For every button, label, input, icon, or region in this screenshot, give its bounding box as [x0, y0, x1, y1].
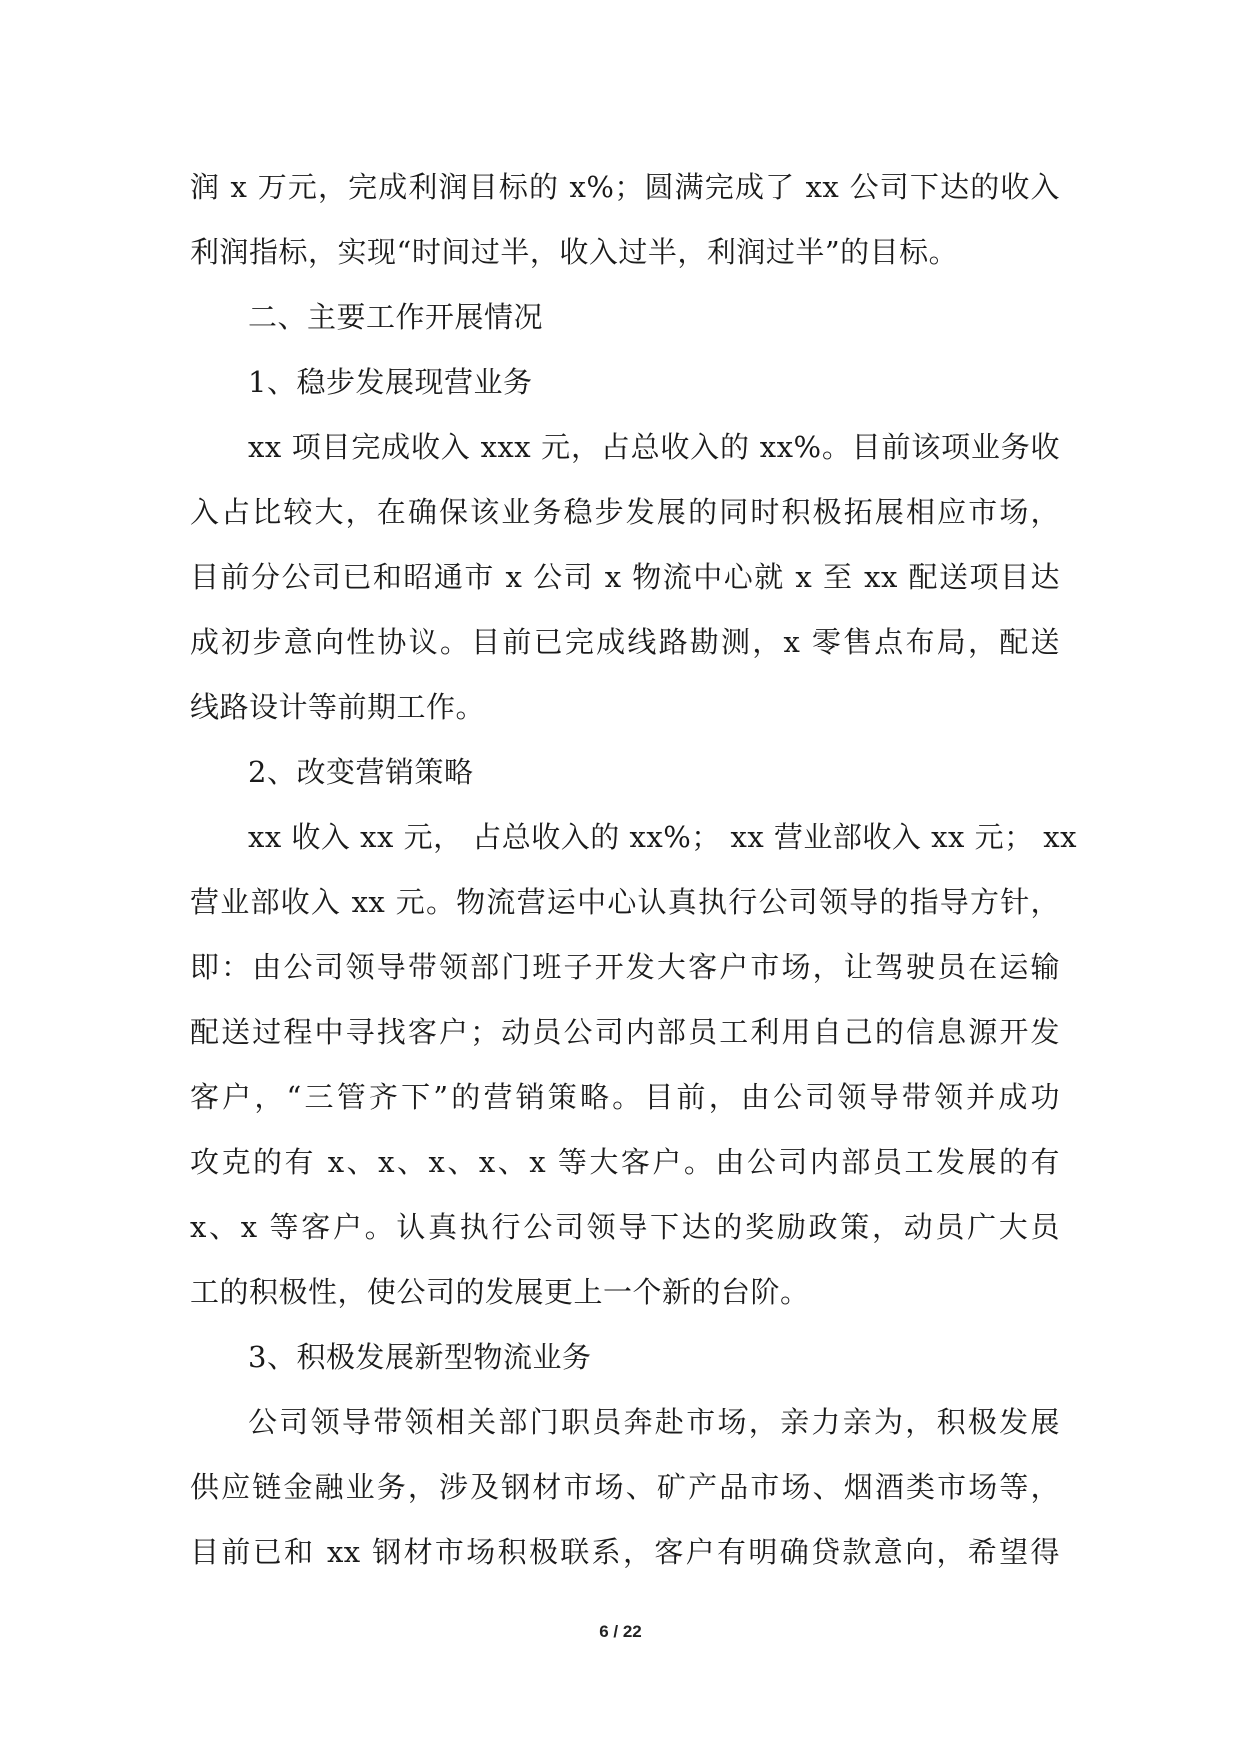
text-line: 目前已和 xx 钢材市场积极联系，客户有明确贷款意向，希望得 — [190, 1535, 1060, 1569]
body-text — [190, 155, 1077, 1585]
text-line: x、x 等客户。认真执行公司领导下达的奖励政策，动员广大员 — [190, 1210, 1060, 1244]
text-line: 2、改变营销策略 — [248, 755, 474, 789]
text-line: 供应链金融业务，涉及钢材市场、矿产品市场、烟酒类市场等， — [190, 1470, 1060, 1504]
page-number: 6 / 22 — [599, 1622, 642, 1641]
text-line: xx 收入 xx 元， 占总收入的 xx%； xx 营业部收入 xx 元； xx — [248, 820, 1077, 854]
text-line: 营业部收入 xx 元。物流营运中心认真执行公司领导的指导方针， — [190, 885, 1060, 919]
text-line: 攻克的有 x、x、x、x、x 等大客户。由公司内部员工发展的有 — [190, 1145, 1060, 1179]
text-line: 1、稳步发展现营业务 — [248, 365, 533, 399]
text-line: 二、主要工作开展情况 — [248, 300, 544, 334]
text-line: 配送过程中寻找客户；动员公司内部员工利用自己的信息源开发 — [190, 1015, 1060, 1049]
text-line: 目前分公司已和昭通市 x 公司 x 物流中心就 x 至 xx 配送项目达 — [190, 560, 1060, 594]
text-line: 即：由公司领导带领部门班子开发大客户市场，让驾驶员在运输 — [190, 950, 1060, 984]
text-line: 入占比较大，在确保该业务稳步发展的同时积极拓展相应市场， — [190, 495, 1060, 529]
text-line: 客户，“三管齐下”的营销策略。目前，由公司领导带领并成功 — [190, 1080, 1060, 1114]
text-line: 公司领导带领相关部门职员奔赴市场，亲力亲为，积极发展 — [248, 1405, 1060, 1439]
text-line: 3、积极发展新型物流业务 — [248, 1340, 592, 1374]
text-line: 工的积极性，使公司的发展更上一个新的台阶。 — [190, 1275, 810, 1309]
text-line: 成初步意向性协议。目前已完成线路勘测，x 零售点布局，配送 — [190, 625, 1060, 659]
text-line: 利润指标，实现“时间过半，收入过半，利润过半”的目标。 — [190, 235, 959, 269]
text-line: 线路设计等前期工作。 — [190, 690, 486, 724]
text-line: xx 项目完成收入 xxx 元，占总收入的 xx%。目前该项业务收 — [248, 430, 1060, 464]
text-line: 润 x 万元，完成利润目标的 x%；圆满完成了 xx 公司下达的收入 — [190, 170, 1060, 204]
